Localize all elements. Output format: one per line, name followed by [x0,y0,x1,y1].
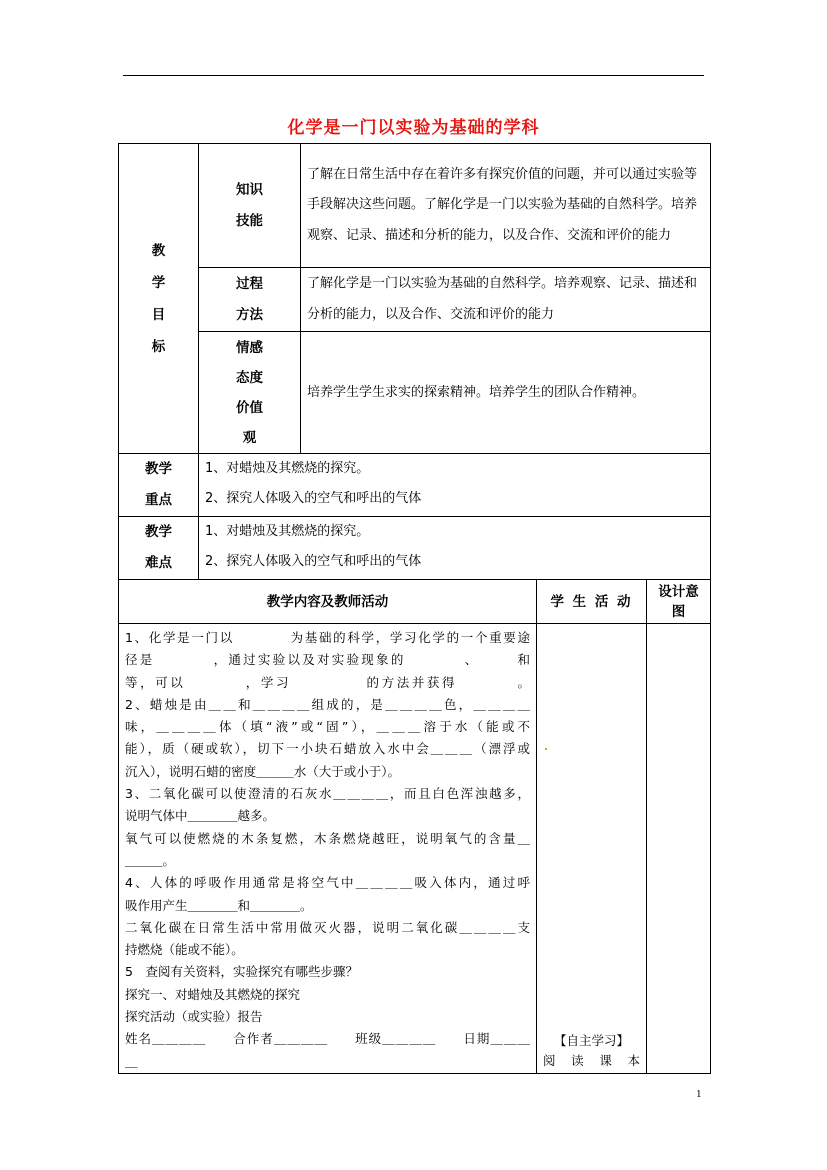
process-method-label: 过程 方法 [199,268,301,332]
page-number: 1 [696,1088,702,1100]
student-activity [537,624,647,1074]
key-points-label: 教学 重点 [119,454,199,517]
content-line: 说明气体中＿＿＿＿越多。 [125,808,276,824]
list-item: 2、探究人体吸入的空气和呼出的气体 [205,491,422,506]
header-rule [123,75,704,76]
difficulties-list [199,517,711,580]
list-item: 1、对蜡烛及其燃烧的探究。 [205,461,370,476]
content-line: 4、人体的呼吸作用通常是将空气中＿＿＿＿吸入体内，通过呼 [125,875,530,891]
content-line: 3、二氧化碳可以使澄清的石灰水＿＿＿＿，而且白色浑浊越多， [125,786,530,802]
content-line: 能），质（硬或软），切下一小块石蜡放入水中会＿＿＿（漂浮或 [125,741,530,757]
process-method-text: 了解化学是一门以实验为基础的自然科学。培养观察、记录、描述和分析的能力，以及合作、交流和评价的能力 [301,268,711,332]
content-column-header: 教学内容及教师活动 [119,580,537,624]
content-line: ＿＿＿。 [125,852,176,868]
read-textbook-label: 阅 读 课 本 [543,1052,640,1068]
content-line: 等，可以 ，学习 的方法并获得 。 [125,674,530,690]
design-intent [647,624,711,1074]
content-line: 沉入），说明石蜡的密度＿＿＿水（大于或小于）。 [125,763,401,779]
content-line: 2、蜡烛是由＿＿和＿＿＿＿组成的，是＿＿＿＿色，＿＿＿＿ [125,696,530,712]
content-line: 二氧化碳在日常生活中常用做灭火器，说明二氧化碳＿＿＿＿支 [125,919,530,935]
list-item: 2、探究人体吸入的空气和呼出的气体 [205,554,422,569]
content-line: 径是 ，通过实验以及对实验现象的 、 和 [125,652,530,668]
content-line: 探究一、对蜡烛及其燃烧的探究 [125,986,301,1002]
content-line: 氧气可以使燃烧的木条复燃，木条燃烧越旺，说明氧气的含量＿ [125,830,530,846]
content-line: 吸作用产生＿＿＿＿和＿＿＿＿。 [125,897,313,913]
design-column-header: 设计意 图 [647,580,711,624]
attitude-values-label: 情感 态度 价值 观 [199,332,301,454]
page-title: 化学是一门以实验为基础的学科 [287,118,540,138]
content-line: 姓名＿＿＿＿ 合作者＿＿＿＿ 班级＿＿＿＿ 日期＿＿＿ [125,1031,530,1047]
content-line: ＿ [125,1053,138,1069]
list-item: 1、对蜡烛及其燃烧的探究。 [205,524,370,539]
student-column-header: 学 生 活 动 [537,580,647,624]
teaching-content [119,624,537,1074]
content-line: 5 查阅有关资料，实验探究有哪些步骤？ [125,964,358,980]
content-line: 持燃烧（能或不能）。 [125,942,244,958]
stray-mark [545,748,547,750]
lesson-plan-table [118,143,711,1074]
key-points-list [199,454,711,517]
knowledge-skills-label: 知识 技能 [199,144,301,268]
objectives-label: 教 学 目 标 [119,144,199,454]
difficulties-label: 教学 难点 [119,517,199,580]
content-line: 味，＿＿＿＿体（填“液”或“固”），＿＿＿溶于水（能或不 [125,719,530,735]
self-study-label: 【自主学习】 [553,1032,629,1048]
content-line: 探究活动（或实验）报告 [125,1009,263,1025]
attitude-values-text: 培养学生学生求实的探索精神。培养学生的团队合作精神。 [301,332,711,454]
content-line: 1、化学是一门以 为基础的科学，学习化学的一个重要途 [125,630,530,645]
knowledge-skills-text: 了解在日常生活中存在着许多有探究价值的问题，并可以通过实验等手段解决这些问题。了解化学是一门以实验为基础的自然科学。培养观察、记录、描述和分析的能力，以及合作、交流和评价的能力 [301,144,711,268]
